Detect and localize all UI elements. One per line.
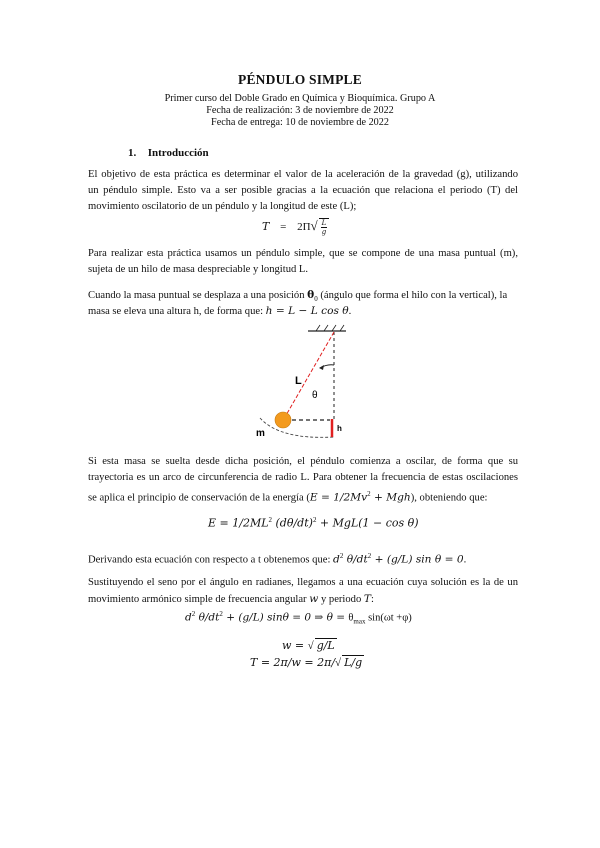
paragraph-line bbox=[88, 593, 374, 605]
eq-part: (dθ/dt) bbox=[272, 516, 313, 530]
inline-symbol: T bbox=[363, 593, 371, 605]
label-theta: θ bbox=[312, 390, 318, 401]
realization-date: Fecha de realización: 3 de noviembre de 2022 bbox=[206, 105, 394, 116]
equation-energy bbox=[208, 516, 419, 530]
text-run: movimiento armónico simple de frecuencia angular bbox=[88, 594, 310, 605]
eq-part: + (g/L) sinθ = 0 ⇒ θ = bbox=[222, 611, 349, 624]
label-L: L bbox=[295, 375, 302, 387]
paragraph-line: Sustituyendo el seno por el ángulo en radianes, llegamos a una ecuación cuya solución es la de un bbox=[88, 577, 518, 588]
inline-symbol: w bbox=[309, 593, 319, 605]
text-run: : bbox=[370, 594, 374, 605]
eq-part: sin(ωt +φ) bbox=[365, 612, 412, 624]
text-run: . bbox=[348, 306, 352, 317]
text-run: y periodo bbox=[318, 594, 364, 605]
subscript: 0 bbox=[314, 295, 318, 304]
ceiling-hatch bbox=[332, 325, 336, 331]
eq-part: + MgL(1 − cos θ) bbox=[316, 516, 419, 530]
trajectory-arc bbox=[260, 418, 334, 437]
eq-part: T = 2π/w = 2π/ bbox=[250, 656, 336, 669]
superscript: 2 bbox=[312, 516, 317, 524]
fraction-denominator: g bbox=[321, 228, 327, 236]
inline-equation: E = 1/2Mv bbox=[309, 491, 368, 504]
paragraph-line bbox=[88, 552, 466, 566]
pendulum-string bbox=[285, 332, 334, 417]
root-content: g/L bbox=[316, 639, 335, 652]
eq-symbol: = bbox=[280, 221, 287, 234]
eq-part: E = 1/2ML bbox=[208, 516, 269, 530]
paragraph-line bbox=[88, 490, 488, 504]
pendulum-diagram bbox=[250, 322, 360, 440]
delivery-date: Fecha de entrega: 10 de noviembre de 2022 bbox=[211, 117, 389, 128]
superscript: 2 bbox=[219, 610, 223, 618]
ceiling-hatch bbox=[316, 325, 320, 331]
label-h: h bbox=[337, 424, 342, 433]
equation-period-final: T = 2π/w = 2π/√ L/g bbox=[250, 656, 363, 669]
paragraph-line: El objetivo de esta práctica es determinar el valor de la aceleración de la gravedad (g), utilizando bbox=[88, 169, 518, 180]
angle-arrowhead bbox=[319, 365, 324, 370]
eq-part: θ/dt bbox=[195, 611, 220, 624]
equation-period: T = 2Π√ $\frac{L}{g}$ bbox=[262, 218, 329, 236]
paragraph-line: Para realizar esta práctica usamos un péndulo simple, que se compone de una masa puntual (m), bbox=[88, 248, 518, 259]
paragraph-line: movimiento oscilatorio de un péndulo y la longitud de este (L); bbox=[88, 201, 357, 212]
paragraph-line: trayectoria es un arco de circunferencia de radio L. Para obtener la frecuencia de estas oscilaciones bbox=[88, 472, 518, 483]
paragraph-line bbox=[88, 305, 351, 317]
text-run: ), obteniendo que: bbox=[410, 492, 488, 504]
superscript: 2 bbox=[339, 552, 344, 560]
eq-part: w = bbox=[282, 639, 308, 652]
root-content: L/g bbox=[344, 656, 363, 669]
course-line: Primer curso del Doble Grado en Química y Bioquímica. Grupo A bbox=[164, 93, 436, 104]
inline-equation: + Mgh bbox=[370, 491, 411, 504]
equation-angular-frequency: w = √ g/L bbox=[282, 639, 335, 652]
eq-symbol: 2Π bbox=[297, 221, 311, 234]
section-number: 1. bbox=[128, 147, 137, 159]
ceiling-hatch bbox=[324, 325, 328, 331]
ceiling-hatch bbox=[340, 325, 344, 331]
eq-symbol: T bbox=[262, 220, 270, 234]
text-run: Derivando esta ecuación con respecto a t obtenemos que: bbox=[88, 554, 334, 566]
text-run: se aplica el principio de conservación de la energía ( bbox=[88, 492, 310, 504]
eq-part: d bbox=[185, 611, 192, 624]
superscript: 2 bbox=[367, 490, 371, 498]
document-title: PÉNDULO SIMPLE bbox=[238, 72, 362, 87]
paragraph-line: un péndulo simple. Esto va a ser posible gracias a la ecuación que relaciona el periodo (T) del bbox=[88, 185, 518, 196]
section-heading-introduction bbox=[128, 147, 209, 159]
inline-equation: h = L − L cos θ bbox=[265, 305, 349, 317]
eq-part: θ/dt bbox=[343, 553, 368, 566]
paragraph-line bbox=[88, 289, 507, 303]
fraction-numerator: L bbox=[321, 219, 327, 227]
text-run: . bbox=[463, 554, 467, 566]
pendulum-bob bbox=[275, 412, 291, 428]
section-title: Introducción bbox=[147, 147, 209, 159]
eq-part: + (g/L) sin θ = 0 bbox=[371, 553, 464, 566]
theta-zero: θ bbox=[307, 289, 315, 301]
label-m: m bbox=[256, 428, 265, 439]
text-run: masa se eleva una altura h, de forma que: bbox=[88, 306, 266, 317]
eq-part: d bbox=[333, 553, 340, 566]
superscript: 2 bbox=[191, 610, 196, 618]
equation-motion bbox=[185, 610, 412, 626]
paragraph-line: Si esta masa se suelta desde dicha posición, el péndulo comienza a oscilar, de forma que su bbox=[88, 456, 518, 467]
superscript: 2 bbox=[367, 552, 372, 560]
text-run: (ángulo que forma el hilo con la vertical), la bbox=[317, 290, 508, 301]
paragraph-line: sujeta de un hilo de masa despreciable y longitud L. bbox=[88, 264, 309, 275]
superscript: 2 bbox=[268, 516, 273, 524]
eq-part: θ bbox=[348, 612, 354, 624]
subscript: max bbox=[353, 617, 366, 626]
text-run: Cuando la masa puntual se desplaza a una posición bbox=[88, 290, 308, 301]
